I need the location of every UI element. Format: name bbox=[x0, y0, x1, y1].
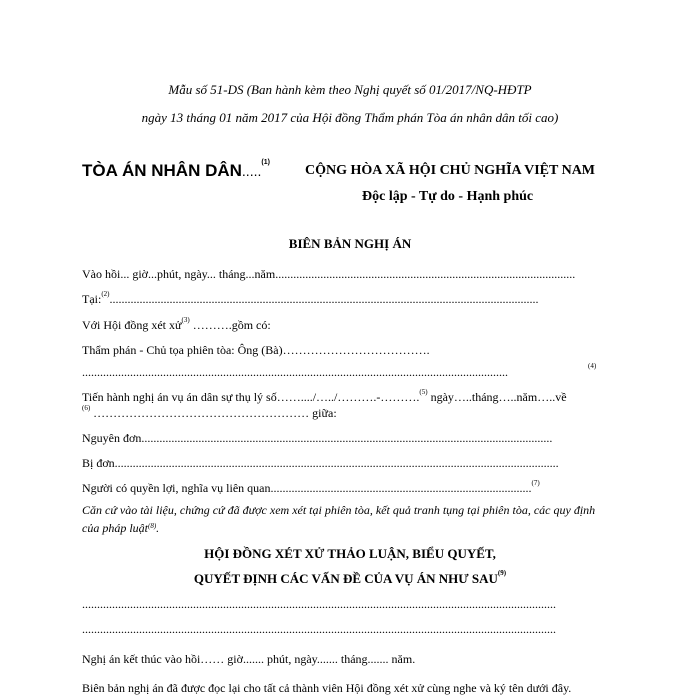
council-field bbox=[82, 318, 271, 333]
footnote-8: (8) bbox=[148, 522, 157, 530]
court-name bbox=[82, 161, 270, 181]
discussion-line-1: .............................................................................................................................................................. bbox=[82, 597, 556, 611]
council-heading-line-1: HỘI ĐỒNG XÉT XỬ THẢO LUẬN, BIỂU QUYẾT, bbox=[204, 546, 496, 561]
presiding-judge-field: Thẩm phán - Chủ tọa phiên tòa: Ông (Bà)………………………………. bbox=[82, 343, 430, 357]
case-date-text: ngày…..tháng…..năm…..về bbox=[427, 390, 567, 404]
legal-basis-end: . bbox=[156, 521, 160, 535]
discussion-line-2: .............................................................................................................................................................. bbox=[82, 622, 556, 636]
footnote-4: (4) bbox=[588, 362, 597, 370]
defendant-field: Bị đơn.................................................................................................................................................... bbox=[82, 456, 559, 470]
council-label: Với Hội đồng xét xử bbox=[82, 318, 182, 332]
document-title: BIÊN BẢN NGHỊ ÁN bbox=[288, 236, 412, 251]
place-label: Tại: bbox=[82, 292, 102, 306]
place-dots: ............................................................................................................................................... bbox=[109, 292, 539, 306]
council-members: ……….gồm có: bbox=[189, 318, 271, 332]
time-field: Vào hồi... giờ...phút, ngày... tháng...năm.................................................................................................... bbox=[82, 267, 576, 281]
plaintiff-field: Nguyên đơn......................................................................................................................................... bbox=[82, 431, 553, 445]
council-heading-text: QUYẾT ĐỊNH CÁC VẤN ĐỀ CỦA VỤ ÁN NHƯ SAU bbox=[193, 571, 498, 586]
footnote-7: (7) bbox=[531, 479, 540, 487]
closing-time-field: Nghị án kết thúc vào hồi…… giờ....... phút, ngày....... tháng....... năm. bbox=[82, 652, 416, 666]
footnote-5: (5) bbox=[419, 388, 428, 396]
related-party-text: Người có quyền lợi, nghĩa vụ liên quan....................................................................................... bbox=[82, 481, 532, 495]
related-party-field bbox=[82, 481, 540, 496]
case-number-text: Tiến hành nghị án vụ án dân sự thụ lý số……..../…../……….-………. bbox=[82, 390, 420, 404]
legal-basis-paragraph bbox=[82, 501, 602, 537]
footnote-6: (6) bbox=[82, 404, 91, 412]
place-field bbox=[82, 292, 539, 307]
case-subject-text: ……………………………………………… giữa: bbox=[90, 406, 337, 420]
footnote-2: (2) bbox=[101, 290, 110, 298]
form-reference-line-2: ngày 13 tháng 01 năm 2017 của Hội đồng Thẩm phán Tòa án nhân dân tối cao) bbox=[141, 110, 559, 125]
reading-statement: Biên bản nghị án đã được đọc lại cho tất cả thành viên Hội đồng xét xử cùng nghe và ký tên dưới đây. bbox=[82, 681, 572, 695]
footnote-1: (1) bbox=[261, 159, 270, 166]
republic-title: CỘNG HÒA XÃ HỘI CHỦ NGHĨA VIỆT NAM bbox=[305, 163, 596, 178]
footnote-3: (3) bbox=[181, 316, 190, 324]
case-number-field bbox=[82, 390, 567, 405]
form-reference-line-1: Mẫu số 51-DS (Ban hành kèm theo Nghị quyết số 01/2017/NQ-HĐTP bbox=[168, 82, 532, 97]
judge-extra-line bbox=[82, 365, 597, 380]
court-name-dots: ..... bbox=[241, 163, 262, 179]
court-name-text: TÒA ÁN NHÂN DÂN bbox=[82, 161, 242, 180]
case-subject-field bbox=[82, 406, 337, 421]
national-motto: Độc lập - Tự do - Hạnh phúc bbox=[362, 189, 534, 204]
council-heading-line-2 bbox=[0, 571, 700, 587]
legal-basis-text: Căn cứ vào tài liệu, chứng cứ đã được xem xét tại phiên tòa, kết quả tranh tụng tại phiên tòa, các quy định của pháp luật bbox=[82, 503, 596, 535]
footnote-9: (9) bbox=[497, 569, 507, 577]
judge-extra-dots: .............................................................................................................................................. bbox=[82, 365, 508, 379]
